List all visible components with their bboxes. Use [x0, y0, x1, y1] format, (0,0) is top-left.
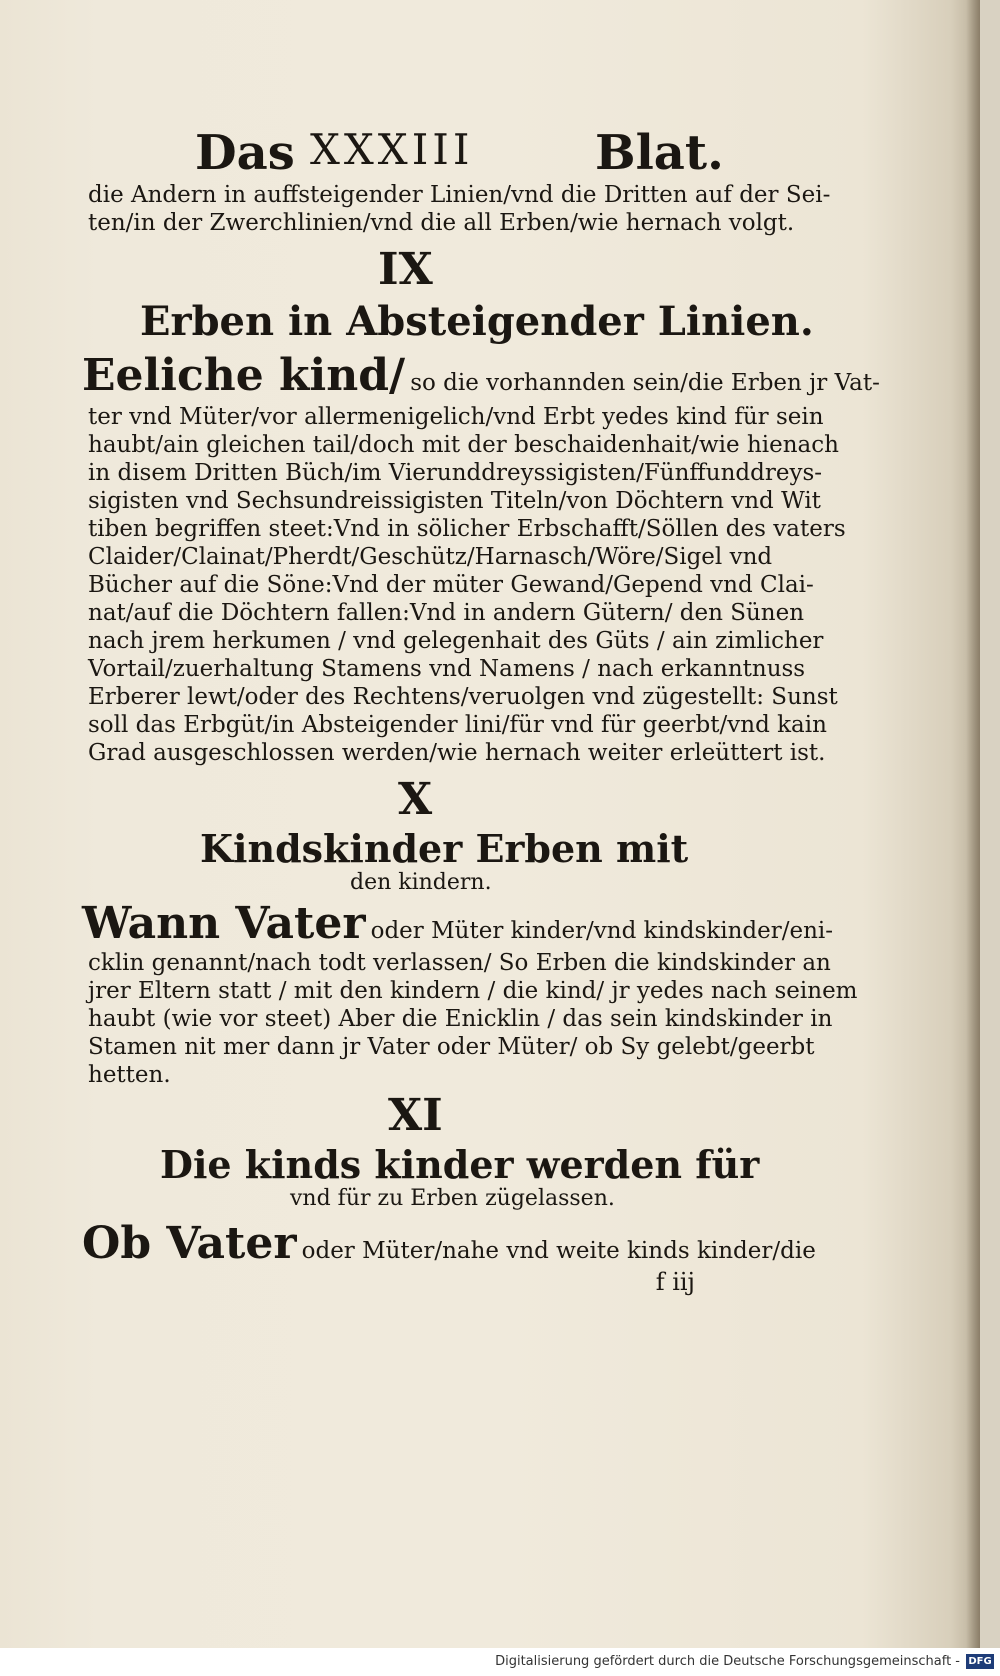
- section-x-line: haubt (wie vor steet) Aber die Enicklin / das sein kindskinder in: [88, 1006, 833, 1032]
- section-xi-title: Die kinds kinder werden für: [160, 1142, 760, 1187]
- section-ix-title: Erben in Absteigender Linien.: [140, 298, 814, 345]
- section-ix-line: Erberer lewt/oder des Rechtens/veruolgen vnd zügestellt: Sunst: [88, 684, 838, 710]
- funding-credit: Digitalisierung gefördert durch die Deutsche Forschungsgemeinschaft -: [495, 1654, 960, 1669]
- section-ix-line: soll das Erbgüt/in Absteigender lini/für vnd für geerbt/vnd kain: [88, 712, 827, 738]
- section-xi-subtitle: vnd für zu Erben zügelassen.: [290, 1186, 615, 1211]
- section-x-line: cklin genannt/nach todt verlassen/ So Erben die kindskinder an: [88, 950, 831, 976]
- page-edge-shadow: [966, 0, 980, 1648]
- section-ix-line: nat/auf die Döchtern fallen:Vnd in andern Gütern/ den Sünen: [88, 600, 805, 626]
- section-ix-line: nach jrem herkumen / vnd gelegenhait des Güts / ain zimlicher: [88, 628, 824, 654]
- section-x-numeral: X: [398, 774, 433, 825]
- section-ix-line: Claider/Clainat/Pherdt/Geschütz/Harnasch/Wöre/Sigel vnd: [88, 544, 773, 570]
- section-x-lead-rest: oder Müter kinder/vnd kindskinder/eni-: [370, 918, 834, 944]
- section-x-lead-initial: Wann Vater: [82, 898, 366, 949]
- intro-line: ten/in der Zwerchlinien/vnd die all Erben/wie hernach volgt.: [88, 210, 795, 236]
- section-ix-line: tiben begriffen steet:Vnd in sölicher Erbschafft/Söllen des vaters: [88, 516, 846, 542]
- footer-bar: [0, 1648, 1000, 1676]
- section-ix-line: ter vnd Müter/vor allermenigelich/vnd Erbt yedes kind für sein: [88, 404, 824, 430]
- intro-line: die Andern in auffsteigender Linien/vnd die Dritten auf der Sei-: [88, 182, 831, 208]
- section-xi-lead: [82, 1218, 816, 1269]
- section-ix-lead-rest: so die vorhannden sein/die Erben jr Vat-: [410, 370, 880, 396]
- section-ix-line: Vortail/zuerhaltung Stamens vnd Namens / nach erkanntnuss: [88, 656, 806, 682]
- header-word-das: Das: [195, 125, 295, 181]
- section-x-line: hetten.: [88, 1062, 171, 1088]
- section-xi-lead-initial: Ob Vater: [82, 1218, 297, 1269]
- page-header: [195, 125, 755, 189]
- section-x-line: Stamen nit mer dann jr Vater oder Müter/ ob Sy gelebt/geerbt: [88, 1034, 815, 1060]
- section-ix-line: sigisten vnd Sechsundreissigisten Titeln/von Döchtern vnd Wit: [88, 488, 821, 514]
- header-folio-number: XXXIII: [310, 125, 474, 174]
- section-ix-line: Bücher auf die Söne:Vnd der müter Gewand/Gepend vnd Clai-: [88, 572, 814, 598]
- section-ix-lead: [82, 350, 880, 401]
- section-x-title: Kindskinder Erben mit: [200, 826, 689, 871]
- section-xi-lead-rest: oder Müter/nahe vnd weite kinds kinder/die: [301, 1238, 816, 1264]
- section-ix-numeral: IX: [378, 244, 433, 295]
- header-word-blat: Blat.: [595, 125, 724, 181]
- section-ix-line: Grad ausgeschlossen werden/wie hernach weiter erleüttert ist.: [88, 740, 826, 766]
- section-ix-lead-initial: Eeliche kind/: [82, 350, 406, 401]
- section-ix-line: in disem Dritten Büch/im Vierunddreyssigisten/Fünffunddreys-: [88, 460, 823, 486]
- signature-mark: f iij: [655, 1268, 695, 1296]
- section-ix-line: haubt/ain gleichen tail/doch mit der beschaidenhait/wie hienach: [88, 432, 839, 458]
- section-x-line: jrer Eltern statt / mit den kindern / die kind/ jr yedes nach seinem: [88, 978, 858, 1004]
- section-x-lead: [82, 898, 833, 949]
- dfg-logo: DFG: [966, 1654, 994, 1669]
- section-x-subtitle: den kindern.: [350, 870, 492, 895]
- section-xi-numeral: XI: [388, 1090, 443, 1141]
